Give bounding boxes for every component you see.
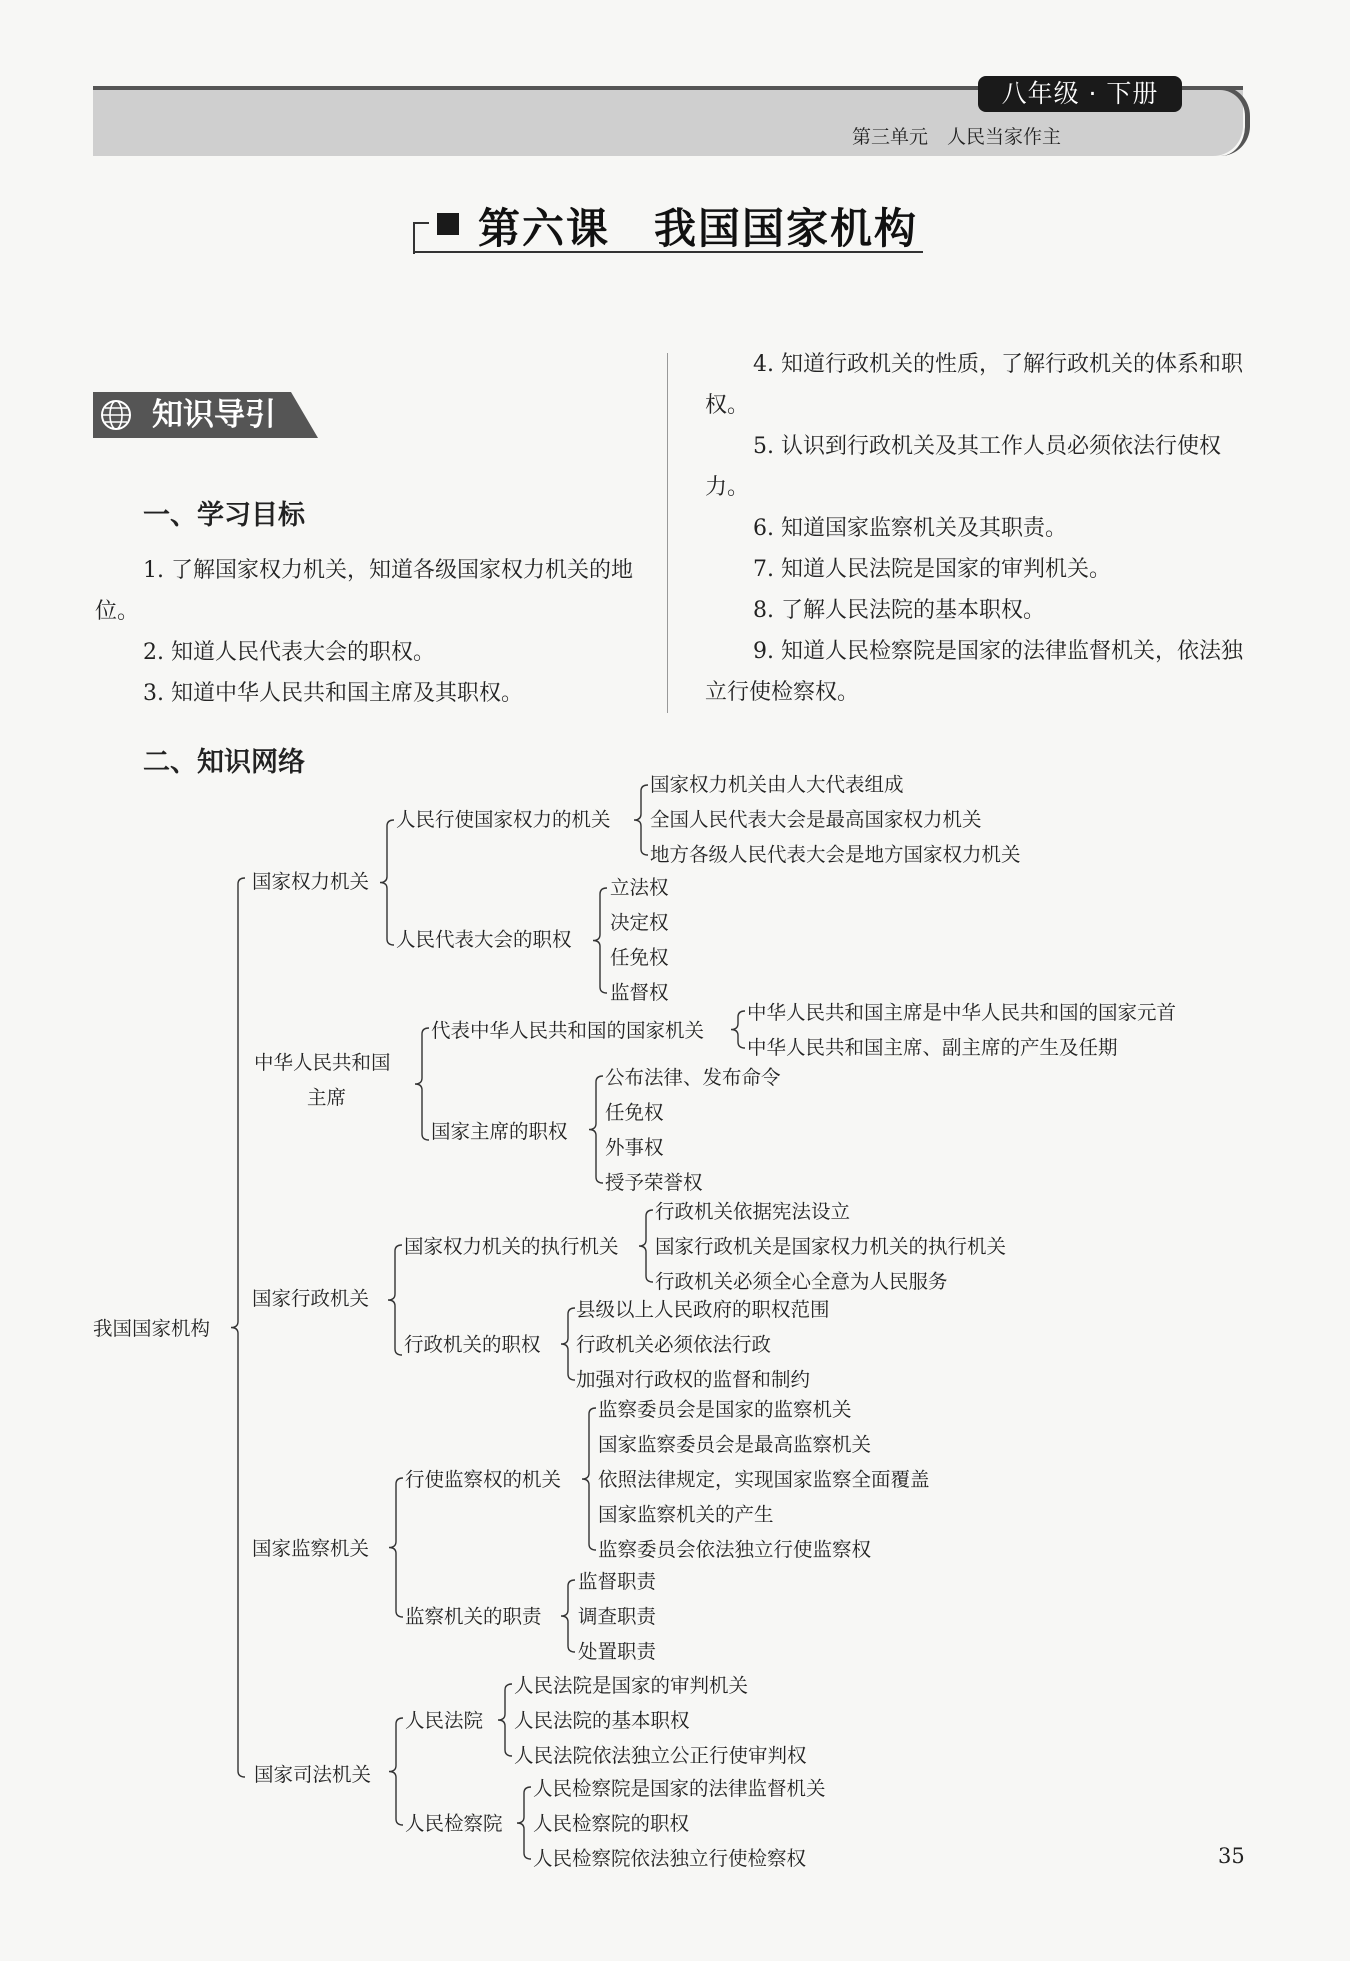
tree-leaf: 人民检察院依法独立行使检察权 [533,1847,807,1870]
objective-item: 9. 知道人民检察院是国家的法律监督机关，依法独立行使检察权。 [705,639,1243,705]
tree-subnode: 人民法院 [405,1709,484,1732]
objective-item: 7. 知道人民法院是国家的审判机关。 [753,557,1111,582]
objective-item: 5. 认识到行政机关及其工作人员必须依法行使权力。 [705,434,1221,500]
tree-leaf: 监察委员会是国家的监察机关 [598,1398,852,1421]
branch-brace [389,1478,403,1617]
leaf-brace [731,1011,745,1048]
tree-subnode: 人民行使国家权力的机关 [396,808,611,831]
tree-leaf: 公布法律、发布命令 [605,1066,781,1089]
tree-leaf: 处置职责 [578,1640,657,1663]
tree-leaf: 人民法院的基本职权 [514,1709,690,1732]
tree-branch: 国家司法机关 [254,1763,372,1786]
tree-leaf: 中华人民共和国主席、副主席的产生及任期 [747,1036,1118,1059]
tree-subnode: 人民代表大会的职权 [396,928,572,951]
tree-leaf: 行政机关依据宪法设立 [655,1200,851,1223]
leaf-brace [639,1210,653,1282]
tree-subnode: 行政机关的职权 [404,1333,541,1356]
tree-leaf: 国家行政机关是国家权力机关的执行机关 [655,1235,1007,1258]
tree-leaf: 监督权 [610,981,669,1004]
tree-leaf: 国家监察委员会是最高监察机关 [598,1433,872,1456]
branch-brace [389,1718,403,1825]
unit-label: 第三单元 人民当家作主 [852,126,1062,148]
branch-brace [415,1028,429,1140]
tree-subnode: 行使监察权的机关 [405,1468,562,1491]
tree-leaf: 行政机关必须依法行政 [576,1333,772,1356]
tree-leaf: 任免权 [605,1101,664,1124]
leaf-brace [634,785,648,855]
tree-leaf: 授予荣誉权 [605,1171,703,1194]
tree-leaf: 全国人民代表大会是最高国家权力机关 [650,808,982,831]
tree-leaf: 人民检察院的职权 [533,1812,690,1835]
tree-leaf: 调查职责 [578,1605,657,1628]
tree-leaf: 人民检察院是国家的法律监督机关 [533,1777,826,1800]
tree-branch: 中华人民共和国 [254,1051,391,1074]
tree-leaf: 中华人民共和国主席是中华人民共和国的国家元首 [747,1001,1177,1024]
grade-badge: 八年级 · 下册 [978,76,1182,112]
tree-leaf: 人民法院是国家的审判机关 [514,1674,749,1697]
tree-subnode: 监察机关的职责 [405,1605,542,1628]
tree-leaf: 监察委员会依法独立行使监察权 [598,1538,872,1561]
tree-subnode: 人民检察院 [405,1812,503,1835]
tree-leaf: 依照法律规定，实现国家监察全面覆盖 [598,1468,930,1491]
tree-leaf: 监督职责 [578,1570,657,1593]
tree-subnode: 代表中华人民共和国的国家机关 [431,1019,705,1042]
tree-branch: 国家行政机关 [252,1287,370,1310]
tree-leaf: 国家权力机关由人大代表组成 [650,773,904,796]
network-heading: 二、知识网络 [143,747,305,778]
section-tag-label: 知识导引 [152,397,276,433]
tree-branch: 国家监察机关 [252,1537,370,1560]
leaf-brace [498,1684,512,1756]
leaf-brace [517,1787,531,1859]
tree-branch: 国家权力机关 [252,870,370,893]
leaf-brace [589,1076,603,1183]
tree-leaf: 人民法院依法独立公正行使审判权 [514,1744,807,1767]
tree-leaf: 行政机关必须全心全意为人民服务 [655,1270,948,1293]
objective-item: 2. 知道人民代表大会的职权。 [143,640,435,665]
tree-leaf: 任免权 [610,946,669,969]
tree-subnode: 国家主席的职权 [431,1120,568,1143]
tree-leaf: 县级以上人民政府的职权范围 [576,1298,830,1321]
root-brace [231,878,245,1777]
objective-item: 8. 了解人民法院的基本职权。 [753,598,1045,623]
branch-brace [388,1245,402,1355]
objective-item: 1. 了解国家权力机关，知道各级国家权力机关的地位。 [95,558,633,624]
tree-branch: 主席 [307,1086,347,1109]
tree-subnode: 国家权力机关的执行机关 [404,1235,619,1258]
tree-leaf: 立法权 [610,876,669,899]
tree-leaf: 决定权 [610,911,669,934]
tree-root: 我国国家机构 [93,1317,211,1340]
objective-item: 3. 知道中华人民共和国主席及其职权。 [143,681,523,706]
branch-brace [380,820,394,945]
tree-leaf: 地方各级人民代表大会是地方国家权力机关 [650,843,1021,866]
objective-item: 4. 知道行政机关的性质，了解行政机关的体系和职权。 [705,352,1243,418]
leaf-brace [561,1308,575,1380]
lesson-title: 第六课 我国国家机构 [478,204,919,253]
tree-leaf: 国家监察机关的产生 [598,1503,774,1526]
objective-item: 6. 知道国家监察机关及其职责。 [753,516,1067,541]
page-number: 35 [1218,1844,1245,1868]
tree-leaf: 加强对行政权的监督和制约 [576,1368,811,1391]
leaf-brace [561,1580,575,1652]
objectives-heading: 一、学习目标 [143,500,305,531]
tree-leaf: 外事权 [605,1136,664,1159]
leaf-brace [593,888,607,993]
leaf-brace [582,1408,596,1550]
